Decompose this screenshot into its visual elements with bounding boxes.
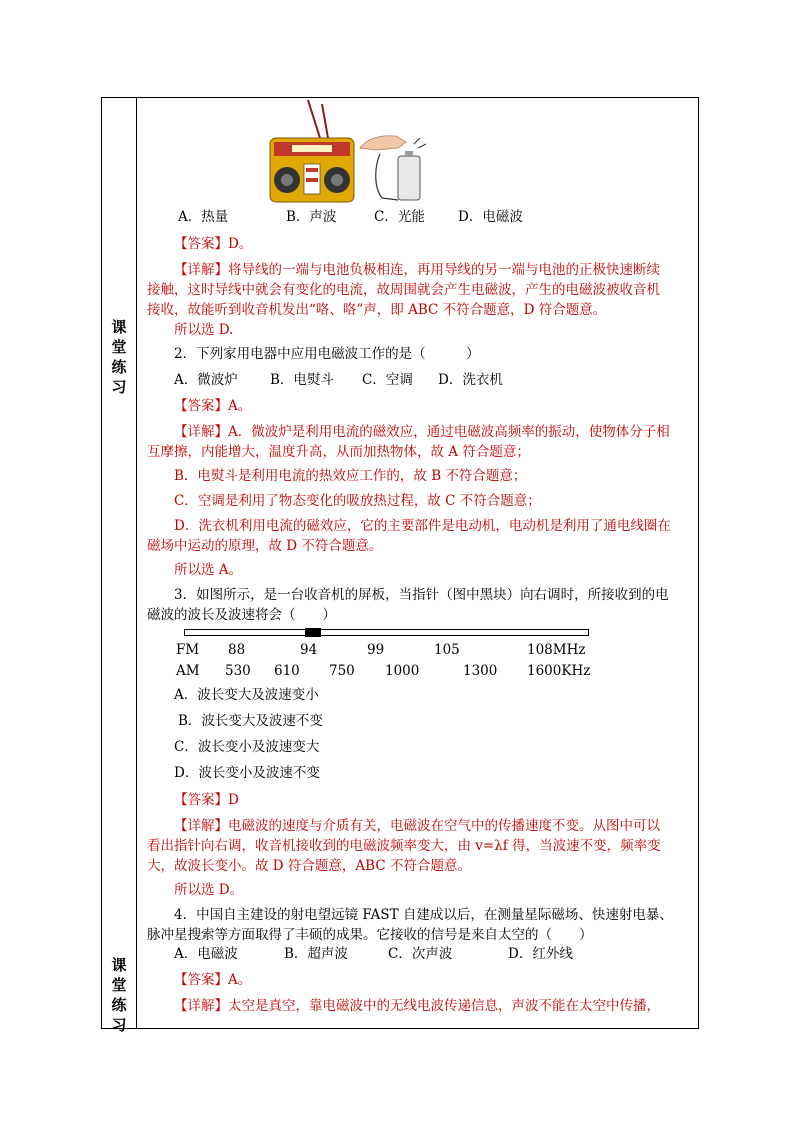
q3-option: B．波长变大及波速不变 <box>178 713 323 729</box>
q1-answer: 【答案】D。 <box>174 236 253 252</box>
option: B．声波 <box>286 209 337 225</box>
q4-options <box>174 944 573 964</box>
am-tick: 1300 <box>463 663 498 679</box>
q3-stem-line: 磁波的波长及波速将会（ ） <box>147 607 336 623</box>
q3-option: C．波长变小及波速变大 <box>174 739 320 755</box>
option: A．电磁波 <box>174 946 238 962</box>
side-label-top <box>101 317 137 397</box>
q2-detail-line: D．洗衣机利用电流的磁效应，它的主要部件是电动机，电动机是利用了通电线圈在 <box>174 518 671 534</box>
side-char: 练 <box>111 996 127 1014</box>
side-char: 习 <box>111 1016 127 1034</box>
option: B．电熨斗 <box>270 372 334 388</box>
q4-stem-line: 脉冲星搜索等方面取得了丰硕的成果。它接收的信号是来自太空的（ ） <box>147 927 593 943</box>
option: D．电磁波 <box>458 209 523 225</box>
side-char: 堂 <box>111 976 127 994</box>
fm-tick: 94 <box>300 642 318 658</box>
q1-detail-line: 接收，故能听到收音机发出“咯、咯”声，即 ABC 不符合题意，D 符合题意。 <box>147 302 607 318</box>
side-char: 课 <box>111 956 127 974</box>
fm-tick: 88 <box>228 642 246 658</box>
q3-detail-line: 【详解】电磁波的速度与介质有关，电磁波在空气中的传播速度不变。从图中可以 <box>174 818 660 834</box>
am-tick: 1000 <box>385 663 420 679</box>
q3-conclusion: 所以选 D。 <box>174 882 244 898</box>
q2-options <box>174 370 503 390</box>
fm-tick: 108MHz <box>527 642 586 658</box>
dial-pointer <box>305 628 321 637</box>
option: C．光能 <box>374 209 425 225</box>
q1-conclusion: 所以选 D. <box>174 322 234 338</box>
fm-tick: 99 <box>367 642 385 658</box>
q2-detail-line: 磁场中运动的原理，故 D 不符合题意。 <box>147 538 383 554</box>
q3-option: D．波长变小及波速不变 <box>174 765 320 781</box>
am-tick: 610 <box>274 663 300 679</box>
side-char: 练 <box>111 358 127 376</box>
side-char: 堂 <box>111 338 127 356</box>
side-label-bottom <box>101 955 137 1035</box>
fm-tick: 105 <box>434 642 460 658</box>
option: C．空调 <box>362 372 413 388</box>
q3-detail-line: 看出指针向右调，收音机接收到的电磁波频率变大，由 v=λf 得，当波速不变，频率变 <box>147 838 661 854</box>
am-tick: 530 <box>225 663 251 679</box>
q2-detail-line: B．电熨斗是利用电流的热效应工作的，故 B 不符合题意； <box>174 468 527 484</box>
battery-icon <box>360 136 426 200</box>
radio-battery-illustration <box>262 98 432 204</box>
fm-label: FM <box>176 642 200 658</box>
q3-answer: 【答案】D <box>174 792 239 808</box>
am-label: AM <box>176 663 200 679</box>
q2-detail-line: 互摩擦，内能增大，温度升高，从而加热物体，故 A 符合题意； <box>147 444 530 460</box>
option: D．红外线 <box>508 946 573 962</box>
q2-detail-line: 【详解】A．微波炉是利用电流的磁效应，通过电磁波高频率的振动，使物体分子相 <box>174 424 670 440</box>
side-column <box>101 97 137 1034</box>
q1-detail-line: 接触，这时导线中就会有变化的电流，故周围就会产生电磁波，产生的电磁波被收音机 <box>147 282 660 298</box>
option: A．微波炉 <box>174 372 238 388</box>
q3-detail-line: 大，故波长变小。故 D 符合题意，ABC 不符合题意。 <box>147 858 471 874</box>
side-char: 课 <box>111 318 127 336</box>
q4-detail-line: 【详解】太空是真空，靠电磁波中的无线电波传递信息，声波不能在太空中传播， <box>174 998 660 1014</box>
q4-answer: 【答案】A。 <box>174 972 252 988</box>
q2-stem: 2．下列家用电器中应用电磁波工作的是（ ） <box>174 346 480 362</box>
option: A．热量 <box>178 209 229 225</box>
q2-conclusion: 所以选 A。 <box>174 562 243 578</box>
q3-stem-line: 3．如图所示，是一台收音机的屏板，当指针（图中黑块）向右调时，所接收到的电 <box>174 587 669 603</box>
am-tick: 750 <box>329 663 355 679</box>
am-tick: 1600KHz <box>527 663 591 679</box>
q1-detail-line: 【详解】将导线的一端与电池负极相连，再用导线的另一端与电池的正极快速断续 <box>174 262 660 278</box>
side-char: 习 <box>111 378 127 396</box>
option: D．洗衣机 <box>438 372 503 388</box>
radio-dial-bar <box>184 629 589 636</box>
option: B．超声波 <box>284 946 348 962</box>
q1-options <box>174 207 523 227</box>
option: C．次声波 <box>388 946 453 962</box>
q2-answer: 【答案】A。 <box>174 398 252 414</box>
q2-detail-line: C．空调是利用了物态变化的吸放热过程，故 C 不符合题意； <box>174 493 541 509</box>
q3-option: A．波长变大及波速变小 <box>174 687 319 703</box>
q4-stem-line: 4．中国自主建设的射电望远镜 FAST 自建成以后，在测量星际磁场、快速射电暴、 <box>174 907 673 923</box>
radio-icon <box>270 100 354 202</box>
